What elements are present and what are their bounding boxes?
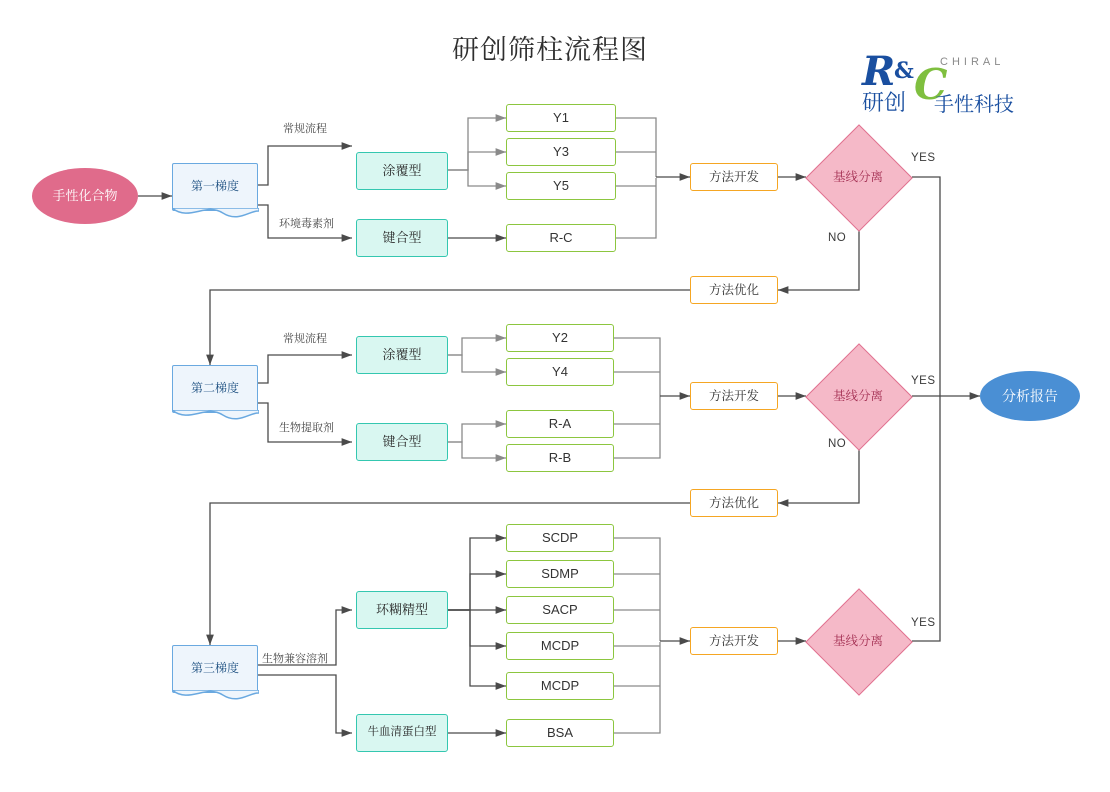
node-bsa-protein-type[interactable] <box>356 714 448 752</box>
doc-wave-icon <box>172 690 259 704</box>
edge-label-bio-solvent-3: 生物兼容溶剂 <box>262 653 328 665</box>
node-column-rc[interactable] <box>506 224 616 252</box>
node-column-mcdp-2-label: MCDP <box>540 677 580 693</box>
logo-ampersand: & <box>894 58 914 84</box>
node-coated-type-1-label: 涂覆型 <box>382 162 422 178</box>
node-bonded-type-2-label: 键合型 <box>382 433 422 449</box>
edge-label-bio-reagent-2: 生物提取剂 <box>279 422 334 434</box>
node-method-development-3[interactable] <box>690 627 778 655</box>
node-column-y1[interactable] <box>506 104 616 132</box>
node-bonded-type-1-label: 键合型 <box>382 229 422 245</box>
node-method-development-2-label: 方法开发 <box>708 388 759 403</box>
node-method-development-3-label: 方法开发 <box>708 633 759 648</box>
node-method-optimization-1[interactable] <box>690 276 778 304</box>
node-column-bsa-label: BSA <box>546 724 573 740</box>
node-column-sdmp-label: SDMP <box>541 565 579 581</box>
node-column-y5-label: Y5 <box>553 177 569 193</box>
node-column-mcdp-2[interactable] <box>506 672 614 700</box>
decision-baseline-separation-3[interactable] <box>806 608 910 674</box>
node-column-bsa[interactable] <box>506 719 614 747</box>
node-coated-type-2-label: 涂覆型 <box>382 346 422 362</box>
node-start[interactable] <box>32 168 138 224</box>
node-column-y2[interactable] <box>506 324 614 352</box>
node-method-optimization-2[interactable] <box>690 489 778 517</box>
node-screen-1-label: 第一梯度 <box>190 179 239 194</box>
decision-yes-2: YES <box>911 375 936 387</box>
decision-baseline-separation-2[interactable] <box>806 363 910 429</box>
node-cyclodextrin-type-label: 环糊精型 <box>375 601 428 617</box>
logo-cn-left: 研创 <box>862 91 907 116</box>
node-column-y5[interactable] <box>506 172 616 200</box>
edge-label-normal-phase-1: 常规流程 <box>283 123 327 135</box>
decision-yes-3: YES <box>911 617 936 629</box>
node-start-label: 手性化合物 <box>52 187 118 203</box>
decision-baseline-separation-1-label: 基线分离 <box>832 169 883 184</box>
decision-baseline-separation-1[interactable] <box>806 144 910 210</box>
node-column-ra-label: R-A <box>548 415 572 431</box>
logo-letter-c: C <box>914 60 948 109</box>
edge-label-normal-phase-2: 常规流程 <box>283 333 327 345</box>
node-method-development-1-label: 方法开发 <box>708 169 759 184</box>
node-analysis-report-label: 分析报告 <box>1002 387 1058 404</box>
node-screen-3-label: 第三梯度 <box>190 661 239 676</box>
node-method-optimization-1-label: 方法优化 <box>708 282 759 297</box>
doc-wave-icon <box>172 208 259 222</box>
node-column-scdp-label: SCDP <box>541 529 579 545</box>
node-column-y4-label: Y4 <box>552 363 568 379</box>
node-column-rc-label: R-C <box>549 229 573 245</box>
node-column-y4[interactable] <box>506 358 614 386</box>
node-column-scdp[interactable] <box>506 524 614 552</box>
node-coated-type-1[interactable] <box>356 152 448 190</box>
logo-chiral-text: CHIRAL <box>940 56 1005 68</box>
node-column-y3-label: Y3 <box>553 143 569 159</box>
node-method-development-1[interactable] <box>690 163 778 191</box>
node-method-optimization-2-label: 方法优化 <box>708 495 759 510</box>
edge-label-reverse-reagent-1: 环境毒素剂 <box>279 218 334 230</box>
node-screen-2-label: 第二梯度 <box>190 381 239 396</box>
node-column-mcdp-1-label: MCDP <box>540 637 580 653</box>
node-screen-2[interactable] <box>172 365 258 413</box>
decision-no-1: NO <box>828 232 847 244</box>
decision-baseline-separation-3-label: 基线分离 <box>832 633 883 648</box>
node-column-sacp-label: SACP <box>542 601 578 617</box>
node-bsa-protein-type-label: 牛血清蛋白型 <box>367 726 437 739</box>
node-coated-type-2[interactable] <box>356 336 448 374</box>
node-cyclodextrin-type[interactable] <box>356 591 448 629</box>
node-analysis-report[interactable] <box>980 371 1080 421</box>
decision-baseline-separation-2-label: 基线分离 <box>832 388 883 403</box>
node-column-y3[interactable] <box>506 138 616 166</box>
company-logo <box>862 48 1022 114</box>
node-column-sacp[interactable] <box>506 596 614 624</box>
doc-wave-icon <box>172 410 259 424</box>
node-bonded-type-1[interactable] <box>356 219 448 257</box>
node-column-sdmp[interactable] <box>506 560 614 588</box>
logo-letter-r: R <box>862 48 896 95</box>
node-column-ra[interactable] <box>506 410 614 438</box>
node-method-development-2[interactable] <box>690 382 778 410</box>
node-bonded-type-2[interactable] <box>356 423 448 461</box>
node-column-y2-label: Y2 <box>552 329 568 345</box>
node-column-mcdp-1[interactable] <box>506 632 614 660</box>
page-title: 研创筛柱流程图 <box>452 35 648 66</box>
decision-no-2: NO <box>828 438 847 450</box>
node-screen-1[interactable] <box>172 163 258 211</box>
logo-cn-right: 手性科技 <box>934 92 1014 116</box>
node-column-rb-label: R-B <box>548 449 572 465</box>
node-screen-3[interactable] <box>172 645 258 693</box>
decision-yes-1: YES <box>911 152 936 164</box>
node-column-y1-label: Y1 <box>553 109 569 125</box>
node-column-rb[interactable] <box>506 444 614 472</box>
